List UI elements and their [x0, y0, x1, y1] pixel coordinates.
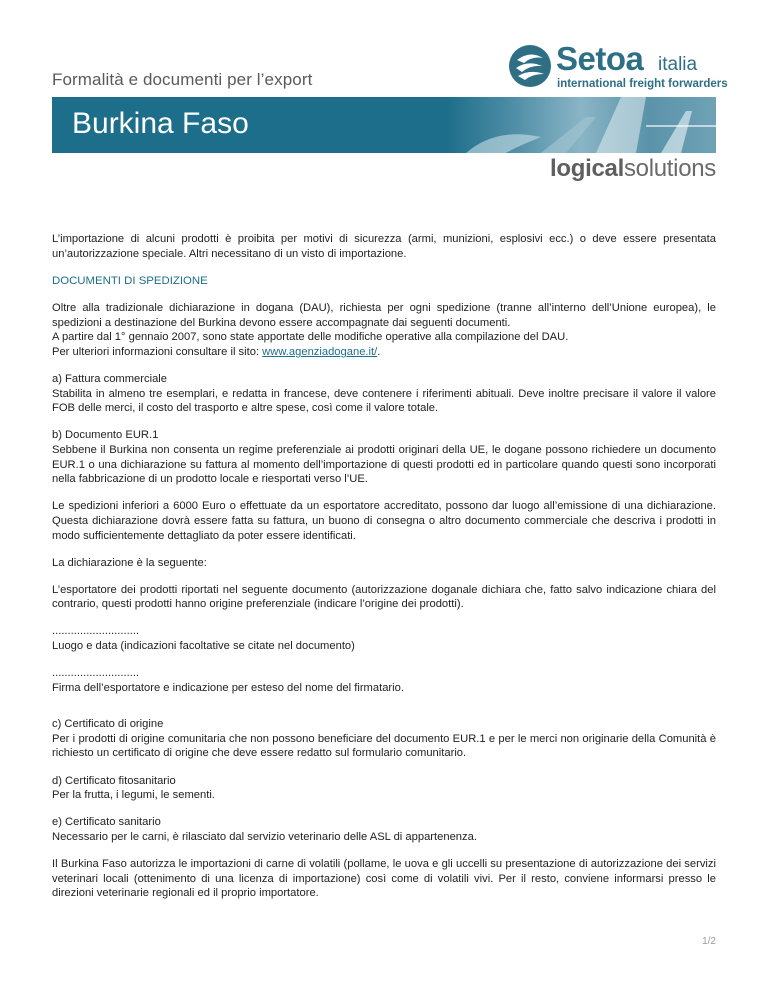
phytosanitary-text: Per la frutta, i legumi, le sementi.	[52, 789, 215, 802]
shipping-line-3-suffix: .	[377, 346, 381, 359]
section-heading: DOCUMENTI DI SPEDIZIONE	[52, 274, 208, 287]
country-title: Burkina Faso	[72, 107, 249, 140]
logo-brand-name: Setoa	[556, 40, 644, 77]
intro-paragraph: L’importazione di alcuni prodotti è proibita per motivi di sicurezza (armi, munizioni, esplosivi ecc.) o deve essere presentata un’autorizzazione speciale. Altri necessitano di un visto di importazione.	[52, 233, 716, 260]
invoice-section	[52, 372, 716, 416]
sanitary-section	[52, 815, 716, 844]
invoice-title: a) Fattura commerciale	[52, 373, 168, 386]
declaration-paragraph: Le spedizioni inferiori a 6000 Euro o effettuate da un esportatore accreditato, possono dar luogo all’emissione di una dichiarazione. Questa dichiarazione dovrà essere fatta su fattura, un buono di consegna o altro documento commerciale che descriva i prodotti in modo sufficientemente dettagliato da poter essere identificati.	[52, 500, 716, 542]
signature-block	[52, 666, 716, 695]
eur1-section	[52, 428, 716, 486]
title-banner	[52, 97, 716, 153]
document-subtitle: Formalità e documenti per l’export	[52, 70, 313, 89]
eur1-title: b) Documento EUR.1	[52, 429, 159, 442]
place-date-label: Luogo e data (indicazioni facoltative se citate nel documento)	[52, 639, 355, 652]
page-number: 1/2	[702, 936, 716, 947]
shipping-line-1: Oltre alla tradizionale dichiarazione in dogana (DAU), richiesta per ogni spedizione (tranne all’interno dell’Unione europea), le spedizioni a destinazione del Burkina devono essere accompagnate dai seguenti documenti.	[52, 302, 716, 329]
sanitary-title: e) Certificato sanitario	[52, 816, 161, 829]
shipping-paragraph	[52, 301, 716, 359]
origin-certificate-title: c) Certificato di origine	[52, 718, 164, 731]
document-body	[52, 232, 716, 913]
phytosanitary-section	[52, 774, 716, 803]
sanitary-text: Necessario per le carni, è rilasciato dal servizio veterinario delle ASL di appartenenza.	[52, 830, 477, 843]
customs-website-link[interactable]: www.agenziadogane.it/	[262, 346, 378, 359]
signature-dots: ............................	[52, 667, 140, 680]
origin-certificate-text: Per i prodotti di origine comunitaria che non possono beneficiare del documento EUR.1 e per le merci non originarie della Comunità è richiesto un certificato di origine che deve essere redatto sul formulario comunitario.	[52, 732, 716, 760]
setoa-logo-mark-icon	[508, 44, 552, 88]
signature-label: Firma dell’esportatore e indicazione per esteso del nome del firmatario.	[52, 681, 404, 694]
banner-photo-strip	[446, 97, 716, 153]
origin-certificate-section	[52, 717, 716, 761]
shipping-line-2: A partire dal 1° gennaio 2007, sono state apportate delle modifiche operative alla compilazione del DAU.	[52, 331, 569, 344]
logo-tagline: international freight forwarders	[557, 78, 728, 90]
setoa-logo	[508, 40, 728, 94]
tagline-bold: logical	[550, 155, 624, 182]
phytosanitary-title: d) Certificato fitosanitario	[52, 774, 176, 787]
shipping-line-3-prefix: Per ulteriori informazioni consultare il sito:	[52, 346, 263, 359]
logical-solutions-tagline	[550, 155, 716, 183]
declaration-intro: La dichiarazione è la seguente:	[52, 556, 207, 569]
invoice-text: Stabilita in almeno tre esemplari, e redatta in francese, deve contenere i riferimenti abituali. Deve inoltre precisare il valore il valore FOB delle merci, il costo del trasporto e altre spese, così come il valore totale.	[52, 387, 716, 415]
declaration-text: L’esportatore dei prodotti riportati nel seguente documento (autorizzazione doganale dichiara che, fatto salvo indicazione chiara del contrario, questi prodotti hanno origine preferenziale (indicare l’origine dei prodotti).	[52, 583, 716, 611]
place-date-dots: ............................	[52, 625, 140, 638]
place-date-block	[52, 624, 716, 653]
tagline-rest: solutions	[623, 155, 716, 182]
eur1-text: Sebbene il Burkina non consenta un regime preferenziale ai prodotti originari della UE, le dogane possono richiedere un documento EUR.1 o una dichiarazione su fattura al momento dell’importazione di questi prodotti ed in particolare quando questi sono incorporati nella fabbricazione di un prodotto locale e riesportati verso l’UE.	[52, 444, 716, 486]
logo-suffix: italia	[658, 54, 698, 75]
closing-paragraph: Il Burkina Faso autorizza le importazioni di carne di volatili (pollame, le uova e gli uccelli su presentazione di autorizzazione dei servizi veterinari locali (ottenimento di una licenza di importazione) così come di volatili vivi. Per il resto, conviene informarsi presso le direzioni veterinarie regionali ed il proprio importatore.	[52, 857, 716, 900]
